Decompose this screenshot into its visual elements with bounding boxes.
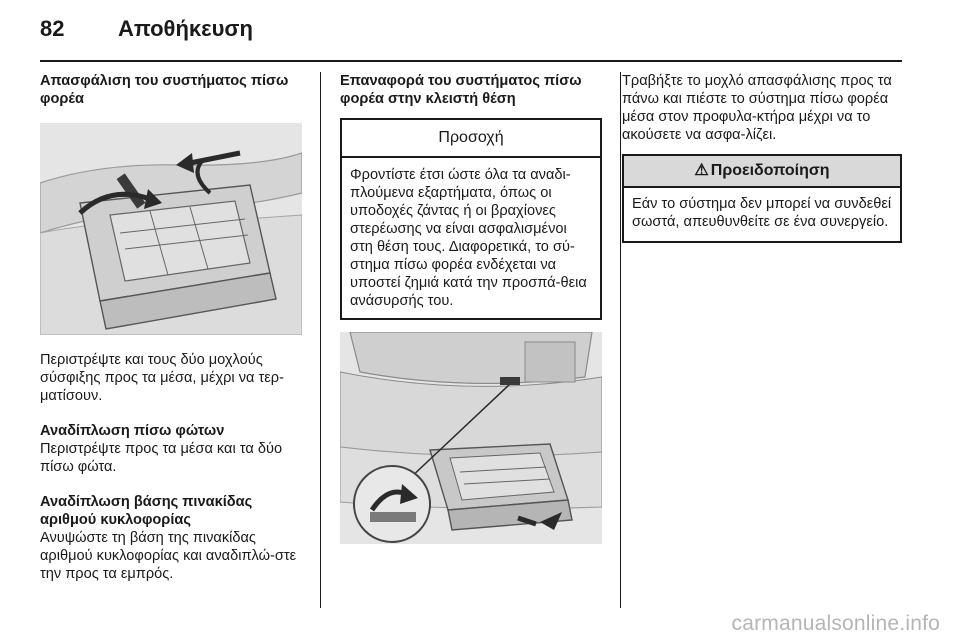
- carrier-levers-drawing: [40, 123, 302, 335]
- heading-unlock-rear-carrier: Απασφάλιση του συστήματος πίσω φορέα: [40, 73, 289, 107]
- text-pull-release-lever: Τραβήξτε το μοχλό απασφάλισης προς τα πάνω και πιέστε το σύστημα πίσω φορέα μέσα στον προφυλα-κτήρα μέχρι να το ακούσετε να ασφα-λίζει.: [622, 73, 892, 143]
- heading-fold-license-plate-holder: Αναδίπλωση βάσης πινακίδας αριθμού κυκλοφορίας: [40, 494, 253, 528]
- illustration-carrier-unlock-levers: [40, 123, 302, 335]
- warning-title-bar: [624, 156, 900, 188]
- page-header: [40, 16, 902, 64]
- carrier-retract-drawing: [340, 332, 602, 544]
- column-divider-left: [320, 72, 321, 608]
- page-section-title: Αποθήκευση: [118, 16, 253, 41]
- footer-watermark: carmanualsonline.info: [731, 612, 940, 635]
- warning-text: Εάν το σύστημα δεν μπορεί να συνδεθεί σωστά, απευθυνθείτε σε ένα συνεργείο.: [632, 196, 892, 230]
- text-rotate-lights: Περιστρέψτε προς τα μέσα και τα δύο πίσω φώτα.: [40, 441, 283, 475]
- header-rule: [40, 60, 902, 62]
- warning-triangle-icon: ⚠: [694, 162, 709, 179]
- page-number: 82: [40, 16, 65, 41]
- column-divider-right: [620, 72, 621, 608]
- warning-box: [622, 154, 902, 243]
- warning-title: Προειδοποίηση: [710, 162, 830, 179]
- column-1: [40, 72, 304, 583]
- heading-reset-carrier-closed: Επαναφορά του συστήματος πίσω φορέα στην κλειστή θέση: [340, 73, 582, 107]
- text-rotate-levers: Περιστρέψτε και τους δύο μοχλούς σύσφιξης προς τα μέσα, μέχρι να τερ-ματίσουν.: [40, 352, 284, 404]
- caution-text: Φροντίστε έτσι ώστε όλα τα αναδι-πλούμενα εξαρτήματα, όπως οι υποδοχές ζάντας ή οι βραχίονες στερέωσης να είναι ασφαλισμένοι στη θέση τους. Διαφορετικά, το σύ-στημα πίσω φορέα ενδέχεται να υποστεί ζημιά κατά την προσπά-θεια ανάσυρσής του.: [350, 167, 587, 309]
- heading-fold-rear-lights: Αναδίπλωση πίσω φώτων: [40, 423, 225, 439]
- text-lift-plate-holder: Ανυψώστε τη βάση της πινακίδας αριθμού κυκλοφορίας και αναδιπλώ-στε την προς τα εμπρός.: [40, 530, 297, 582]
- caution-box: [340, 118, 602, 320]
- illustration-carrier-retract: [340, 332, 602, 544]
- caution-title: Προσοχή: [342, 120, 600, 158]
- column-3: [622, 72, 902, 243]
- column-2: [340, 72, 602, 544]
